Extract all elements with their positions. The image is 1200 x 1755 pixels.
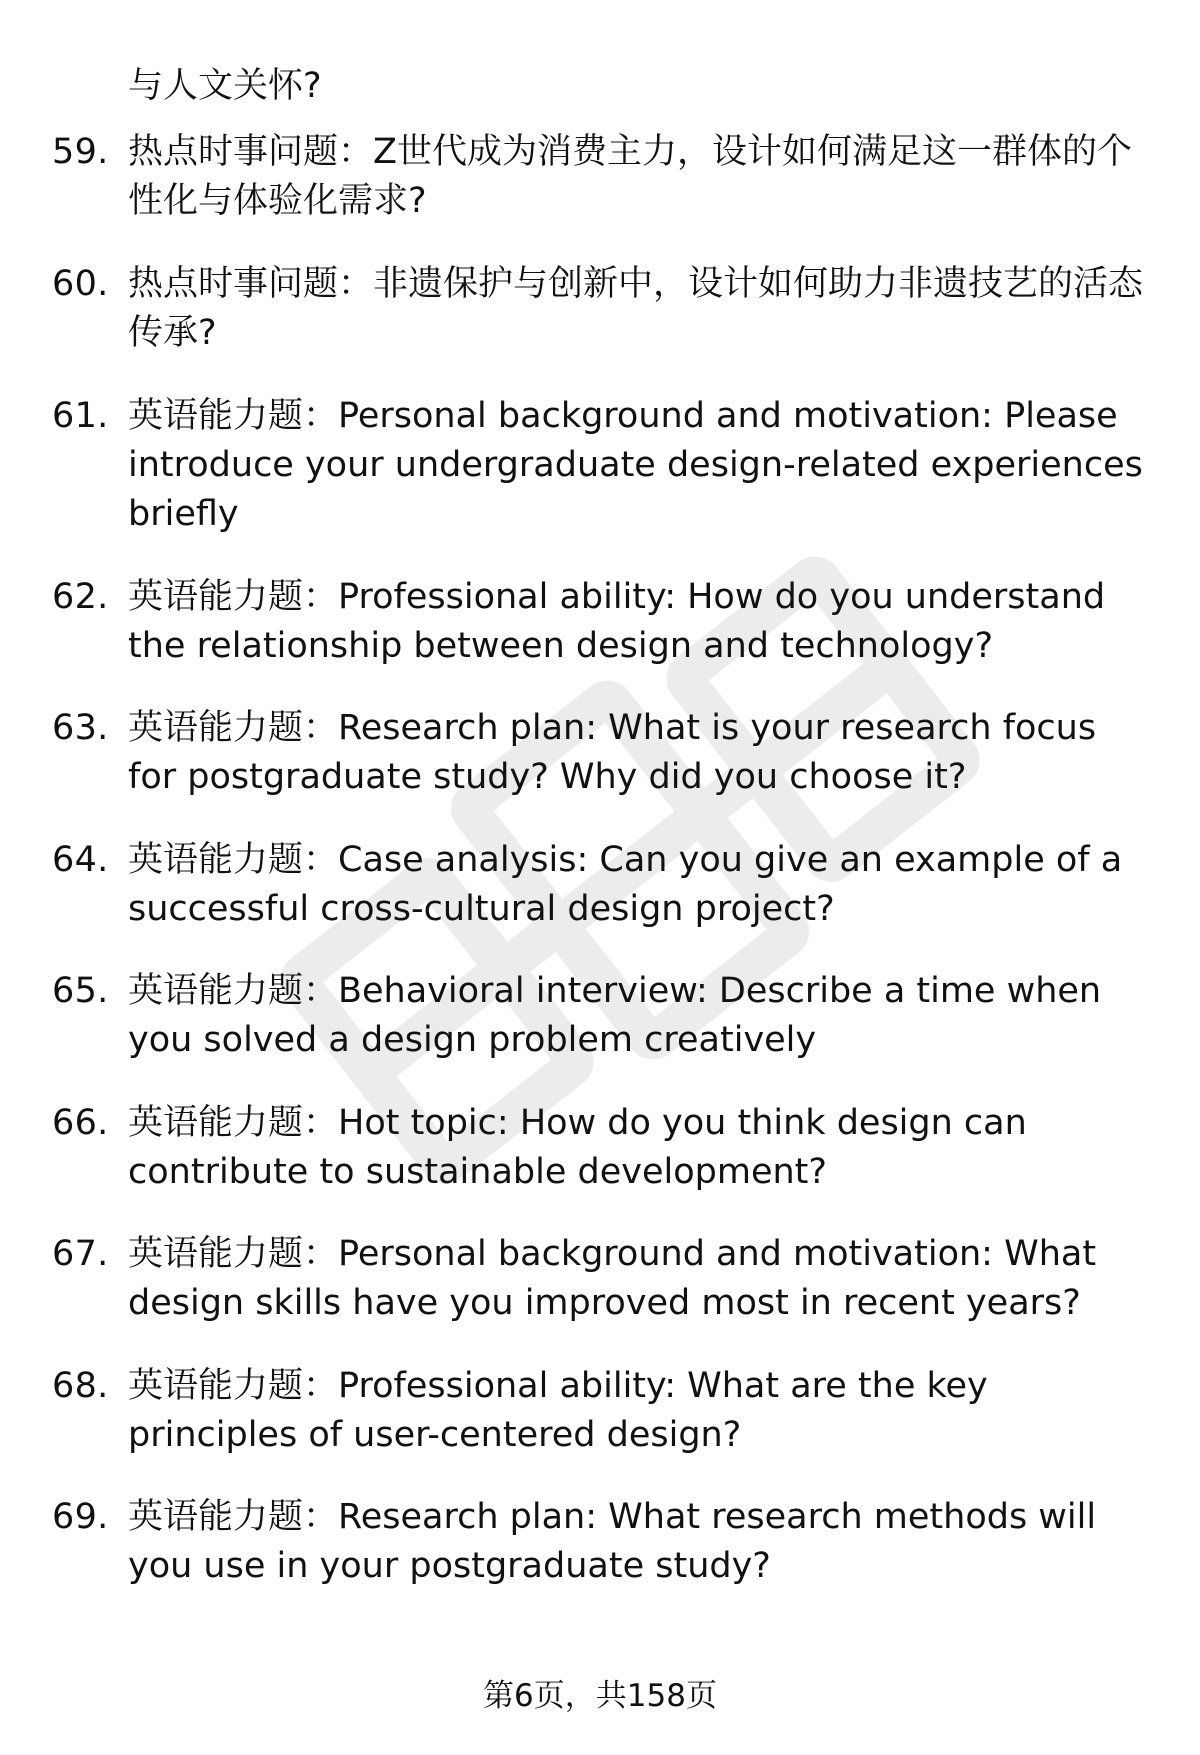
question-text: 英语能力题：Professional ability: What are the key principles of user-centered design? — [128, 1366, 988, 1455]
page-footer: 第6页，共158页 — [483, 1678, 717, 1714]
question-number: 68. — [52, 1366, 109, 1406]
question-number: 69. — [52, 1497, 109, 1537]
question-number: 60. — [52, 264, 109, 304]
question-text: 英语能力题：Research plan: What research methods will you use in your postgraduate study? — [128, 1497, 1097, 1586]
question-text: 英语能力题：Personal background and motivation: What design skills have you improved most in recent years? — [128, 1234, 1097, 1323]
question-text: 英语能力题：Behavioral interview: Describe a time when you solved a design problem creatively — [128, 971, 1102, 1060]
question-number: 59. — [52, 132, 109, 172]
question-number: 65. — [52, 971, 109, 1011]
question-number: 61. — [52, 396, 109, 436]
question-number: 64. — [52, 840, 109, 880]
question-number: 62. — [52, 577, 109, 617]
question-number: 66. — [52, 1103, 109, 1143]
question-text: 英语能力题：Case analysis: Can you give an example of a successful cross-cultural design project? — [128, 840, 1123, 929]
continuation-text: 与人文关怀? — [128, 66, 322, 106]
question-text: 英语能力题：Personal background and motivation: Please introduce your undergraduate design-related experiences briefly — [128, 396, 1143, 534]
question-text: 英语能力题：Professional ability: How do you understand the relationship between design and technology? — [128, 577, 1106, 666]
question-text: 英语能力题：Hot topic: How do you think design can contribute to sustainable development? — [128, 1103, 1027, 1192]
question-text: 热点时事问题：Z世代成为消费主力，设计如何满足这一群体的个性化与体验化需求? — [128, 132, 1132, 221]
question-text: 热点时事问题：非遗保护与创新中，设计如何助力非遗技艺的活态传承? — [128, 264, 1144, 353]
question-number: 63. — [52, 708, 109, 748]
question-text: 英语能力题：Research plan: What is your research focus for postgraduate study? Why did you choose it? — [128, 708, 1097, 797]
question-number: 67. — [52, 1234, 109, 1274]
